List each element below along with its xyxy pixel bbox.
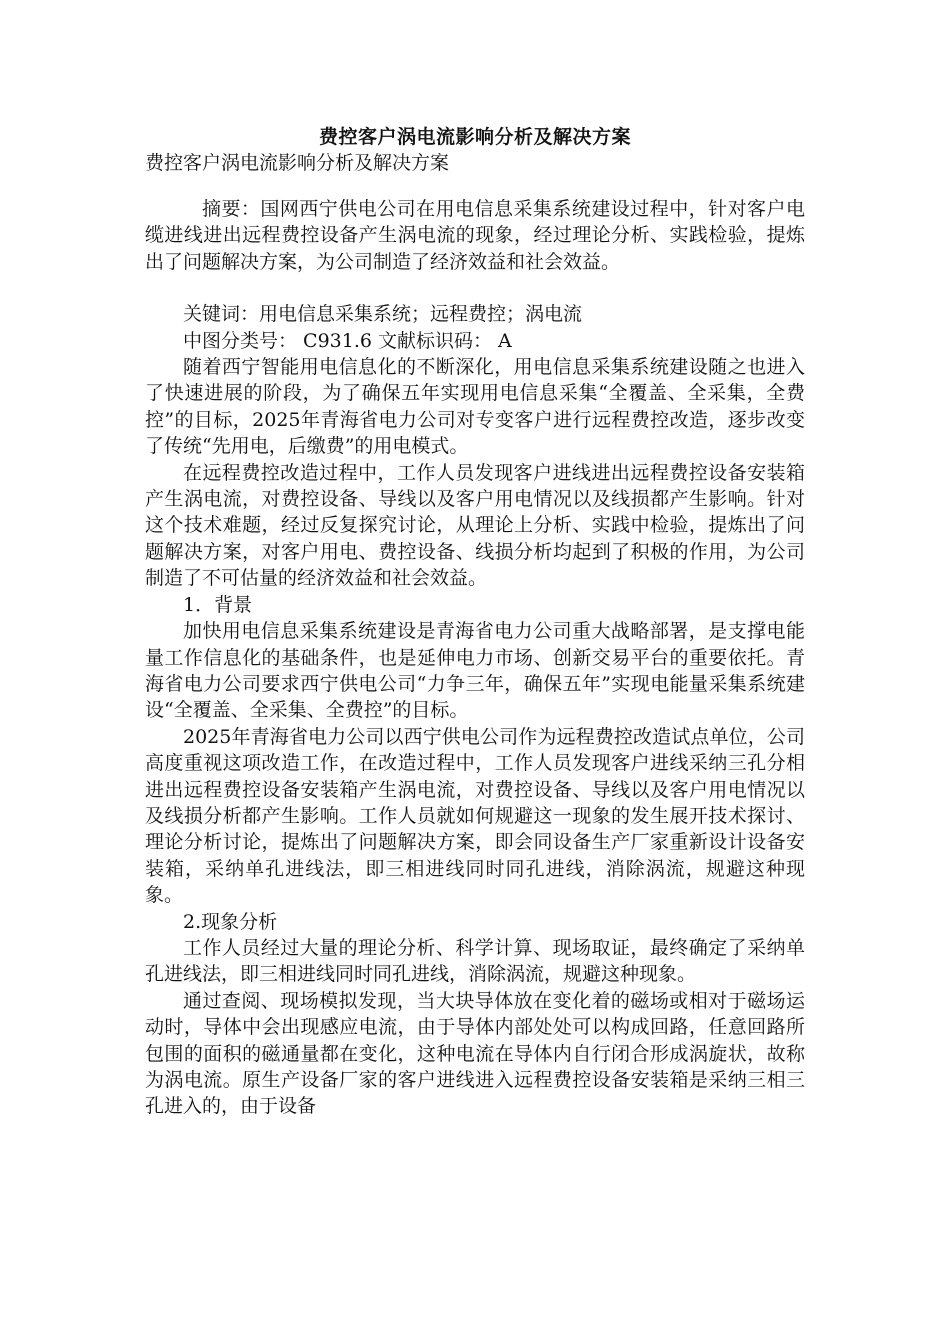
body-paragraph: 在远程费控改造过程中，工作人员发现客户进线进出远程费控设备安装箱产生涡电流，对费控设备、导线以及客户用电情况以及线损都产生影响。针对这个技术难题，经过反复探究讨论，从理论上分析、实践中检验，提炼出了问题解决方案，对客户用电、费控设备、线损分析均起到了积极的作用，为公司制造了不可估量的经济效益和社会效益。 — [145, 461, 805, 590]
document-body — [145, 196, 805, 1120]
section-heading: 2.现象分析 — [183, 910, 278, 933]
section-heading: 1．背景 — [183, 593, 253, 616]
body-paragraph: 加快用电信息采集系统建设是青海省电力公司重大战略部署，是支撑电能量工作信息化的基础条件，也是延伸电力市场、创新交易平台的重要依托。青海省电力公司要求西宁供电公司“力争三年，确保五年”实现电能量采集系统建设“全覆盖、全采集、全费控”的目标。 — [145, 620, 805, 722]
document-title: 费控客户涡电流影响分析及解决方案 — [318, 126, 631, 148]
document-subtitle: 费控客户涡电流影响分析及解决方案 — [145, 152, 450, 174]
body-paragraph: 随着西宁智能用电信息化的不断深化，用电信息采集系统建设随之也进入了快速进展的阶段，为了确保五年实现用电信息采集“全覆盖、全采集，全费控”的目标，2025年青海省电力公司对专变客户进行远程费控改造，逐步改变了传统“先用电，后缴费”的用电模式。 — [145, 356, 805, 458]
body-paragraph: 工作人员经过大量的理论分析、科学计算、现场取证，最终确定了采纳单孔进线法，即三相进线同时同孔进线，消除涡流，规避这种现象。 — [145, 936, 805, 986]
keywords-line: 关键词：用电信息采集系统；远程费控；涡电流 — [183, 303, 583, 326]
body-paragraph: 2025年青海省电力公司以西宁供电公司作为远程费控改造试点单位，公司高度重视这项改造工作，在改造过程中，工作人员发现客户进线采纳三孔分相进出远程费控设备安装箱产生涡电流，对费控设备、导线以及客户用电情况以及线损分析都产生影响。工作人员就如何规避这一现象的发生展开技术探讨、理论分析讨论，提炼出了问题解决方案，即会同设备生产厂家重新设计设备安装箱，采纳单孔进线法，即三相进线同时同孔进线，消除涡流，规避这种现象。 — [145, 725, 805, 907]
classification-line: 中图分类号： C931.6 文献标识码： A — [183, 329, 512, 352]
body-paragraph: 通过查阅、现场模拟发现，当大块导体放在变化着的磁场或相对于磁场运动时，导体中会出现感应电流，由于导体内部处处可以构成回路，任意回路所包围的面积的磁通量都在变化，这种电流在导体内自行闭合形成涡旋状，故称为涡电流。原生产设备厂家的客户进线进入远程费控设备安装箱是采纳三相三孔进入的，由于设备 — [145, 989, 805, 1118]
abstract-paragraph: 摘要：国网西宁供电公司在用电信息采集系统建设过程中，针对客户电缆进线进出远程费控设备产生涡电流的现象，经过理论分析、实践检验，提炼出了问题解决方案，为公司制造了经济效益和社会效益。 — [145, 198, 805, 273]
